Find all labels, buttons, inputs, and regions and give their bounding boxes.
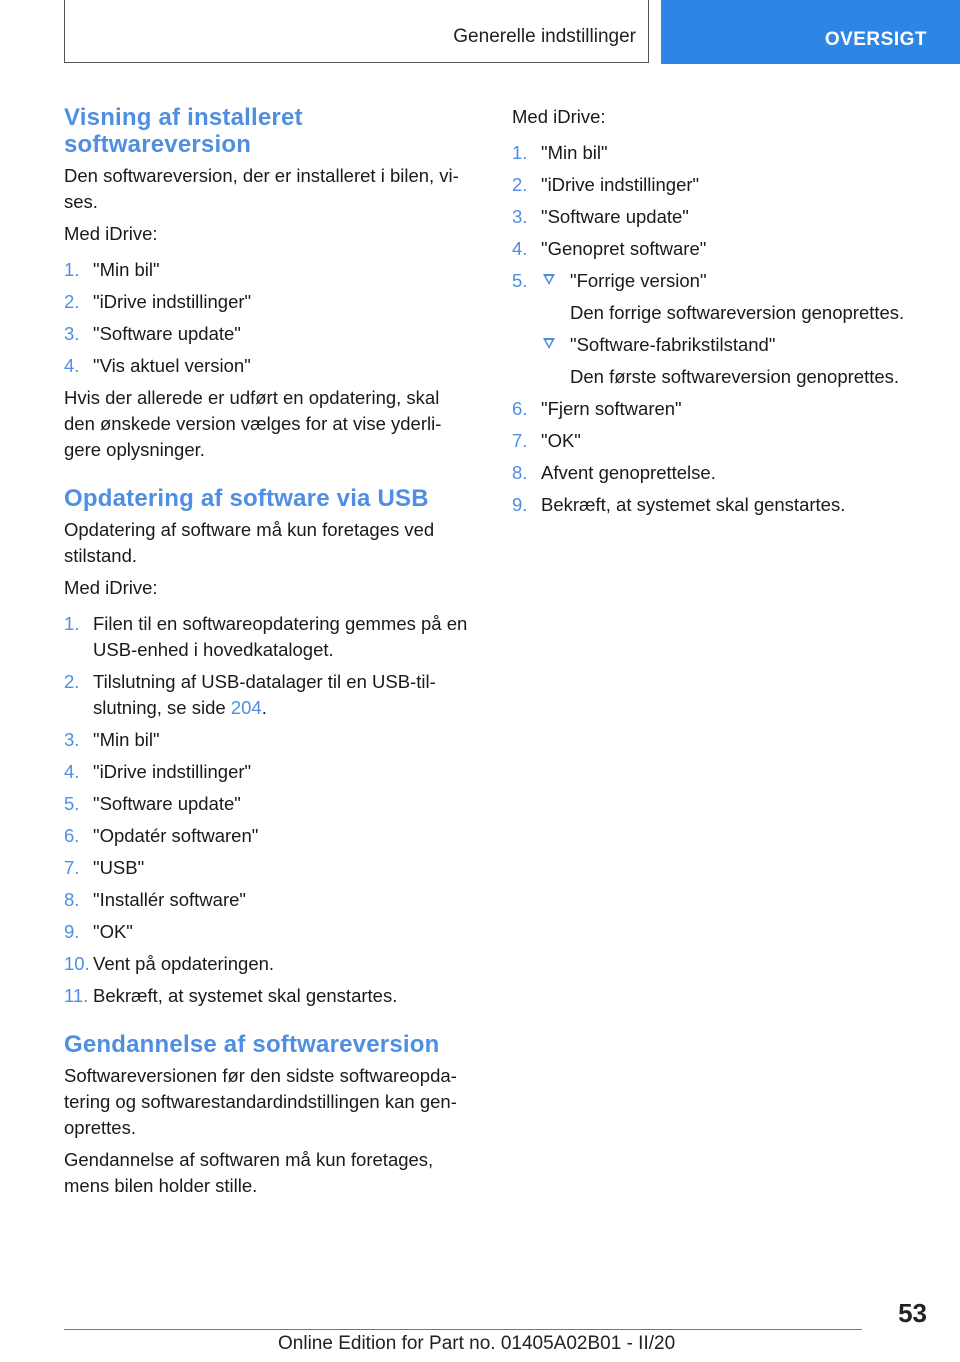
- paragraph: Hvis der allerede er udført en opdatering, skal den ønskede version vælges for at vise yderli-gere oplysninger.: [64, 387, 442, 460]
- step-text: "Opdatér softwaren": [93, 825, 259, 846]
- step-text: "Software update": [93, 323, 241, 344]
- step-text: "Software update": [93, 793, 241, 814]
- list-item: [64, 951, 474, 977]
- list-item: [512, 428, 922, 454]
- step-number: 5.: [512, 270, 528, 291]
- section-title: Generelle indstillinger: [453, 26, 636, 47]
- overview-tab-label: OVERSIGT: [824, 29, 927, 50]
- step-number: 10.: [64, 953, 90, 974]
- step-number: 1.: [64, 613, 80, 634]
- step-number: 4.: [64, 355, 80, 376]
- list-item: [512, 172, 922, 198]
- step-text: "Min bil": [541, 142, 608, 163]
- list-item: [64, 855, 474, 881]
- list-item: [512, 140, 922, 166]
- list-item: [64, 353, 474, 379]
- left-column: [64, 104, 474, 1205]
- step-number: 9.: [64, 921, 80, 942]
- step-number: 3.: [64, 729, 80, 750]
- triangle-bullet-icon: [543, 274, 555, 285]
- header-section-box: [64, 0, 649, 63]
- step-number: 2.: [64, 671, 80, 692]
- step-text: Tilslutning af USB-datalager til en USB-til-slutning, se side: [93, 671, 436, 718]
- paragraph: Med iDrive:: [64, 223, 158, 244]
- overview-tab[interactable]: [661, 0, 960, 64]
- step-text: Vent på opdateringen.: [93, 953, 275, 974]
- step-number: 8.: [64, 889, 80, 910]
- option-description: Den forrige softwareversion genoprettes.: [570, 302, 905, 323]
- step-number: 9.: [512, 494, 528, 515]
- list-item: [512, 236, 922, 262]
- step-text: Filen til en softwareopdatering gemmes på en USB-enhed i hovedkataloget.: [93, 613, 468, 660]
- option-label: "Software-fabrikstilstand": [570, 334, 776, 355]
- list-item: [64, 257, 474, 283]
- step-text: Afvent genoprettelse.: [541, 462, 716, 483]
- right-column: [512, 104, 922, 524]
- option-item: [541, 332, 922, 390]
- option-description: Den første softwareversion genoprettes.: [570, 366, 900, 387]
- paragraph: Opdatering af software må kun foretages ved stilstand.: [64, 519, 435, 566]
- step-text: Bekræft, at systemet skal genstartes.: [541, 494, 846, 515]
- paragraph: Med iDrive:: [64, 577, 158, 598]
- heading-installed-version: Visning af installeret softwareversion: [64, 104, 303, 158]
- options-list: [541, 268, 922, 390]
- steps-list: [64, 611, 474, 1009]
- list-item: [64, 669, 474, 721]
- list-item: [64, 823, 474, 849]
- paragraph: Softwareversionen før den sidste softwareopda-tering og softwarestandardindstillingen kan gen-oprettes.: [64, 1065, 457, 1138]
- step-number: 6.: [64, 825, 80, 846]
- list-item: [64, 289, 474, 315]
- steps-list: [512, 140, 922, 518]
- step-number: 7.: [512, 430, 528, 451]
- list-item: [512, 204, 922, 230]
- step-text: "Installér software": [93, 889, 246, 910]
- heading-usb-update: Opdatering af software via USB: [64, 485, 429, 512]
- list-item: [512, 268, 922, 390]
- step-number: 4.: [512, 238, 528, 259]
- step-number: 6.: [512, 398, 528, 419]
- list-item: [64, 919, 474, 945]
- step-number: 8.: [512, 462, 528, 483]
- step-text: "Min bil": [93, 259, 160, 280]
- list-item: [64, 727, 474, 753]
- step-number: 3.: [64, 323, 80, 344]
- step-text: "iDrive indstillinger": [541, 174, 700, 195]
- step-number: 5.: [64, 793, 80, 814]
- step-text: "Min bil": [93, 729, 160, 750]
- footer-edition: Online Edition for Part no. 01405A02B01 - II/20: [278, 1333, 676, 1354]
- steps-list: [64, 257, 474, 379]
- option-item: [541, 268, 922, 326]
- page-number: 53: [898, 1298, 927, 1328]
- step-text: "Vis aktuel version": [93, 355, 251, 376]
- list-item: [512, 460, 922, 486]
- list-item: [64, 887, 474, 913]
- step-number: 1.: [64, 259, 80, 280]
- list-item: [64, 791, 474, 817]
- step-number: 3.: [512, 206, 528, 227]
- step-number: 2.: [512, 174, 528, 195]
- step-text: Bekræft, at systemet skal genstartes.: [93, 985, 398, 1006]
- step-number: 1.: [512, 142, 528, 163]
- step-text: "Fjern softwaren": [541, 398, 682, 419]
- triangle-bullet-icon: [543, 338, 555, 349]
- list-item: [64, 983, 474, 1009]
- step-text: "iDrive indstillinger": [93, 291, 252, 312]
- footer-divider: [64, 1329, 862, 1330]
- step-number: 2.: [64, 291, 80, 312]
- step-number: 4.: [64, 761, 80, 782]
- step-number: 7.: [64, 857, 80, 878]
- list-item: [64, 611, 474, 663]
- option-label: "Forrige version": [570, 270, 707, 291]
- paragraph: Gendannelse af softwaren må kun foretages, mens bilen holder stille.: [64, 1149, 434, 1196]
- list-item: [64, 759, 474, 785]
- page-link[interactable]: 204: [230, 697, 262, 718]
- step-text-end: .: [261, 697, 267, 718]
- step-text: "Software update": [541, 206, 689, 227]
- list-item: [512, 396, 922, 422]
- step-number: 11.: [64, 985, 89, 1006]
- step-text: "Genopret software": [541, 238, 707, 259]
- heading-restore-version: Gendannelse af softwareversion: [64, 1031, 440, 1058]
- list-item: [512, 492, 922, 518]
- step-text: "USB": [93, 857, 145, 878]
- step-text: "OK": [541, 430, 581, 451]
- list-item: [64, 321, 474, 347]
- step-text: "iDrive indstillinger": [93, 761, 252, 782]
- paragraph: Den softwareversion, der er installeret i bilen, vi-ses.: [64, 165, 459, 212]
- paragraph: Med iDrive:: [512, 106, 606, 127]
- step-text: "OK": [93, 921, 133, 942]
